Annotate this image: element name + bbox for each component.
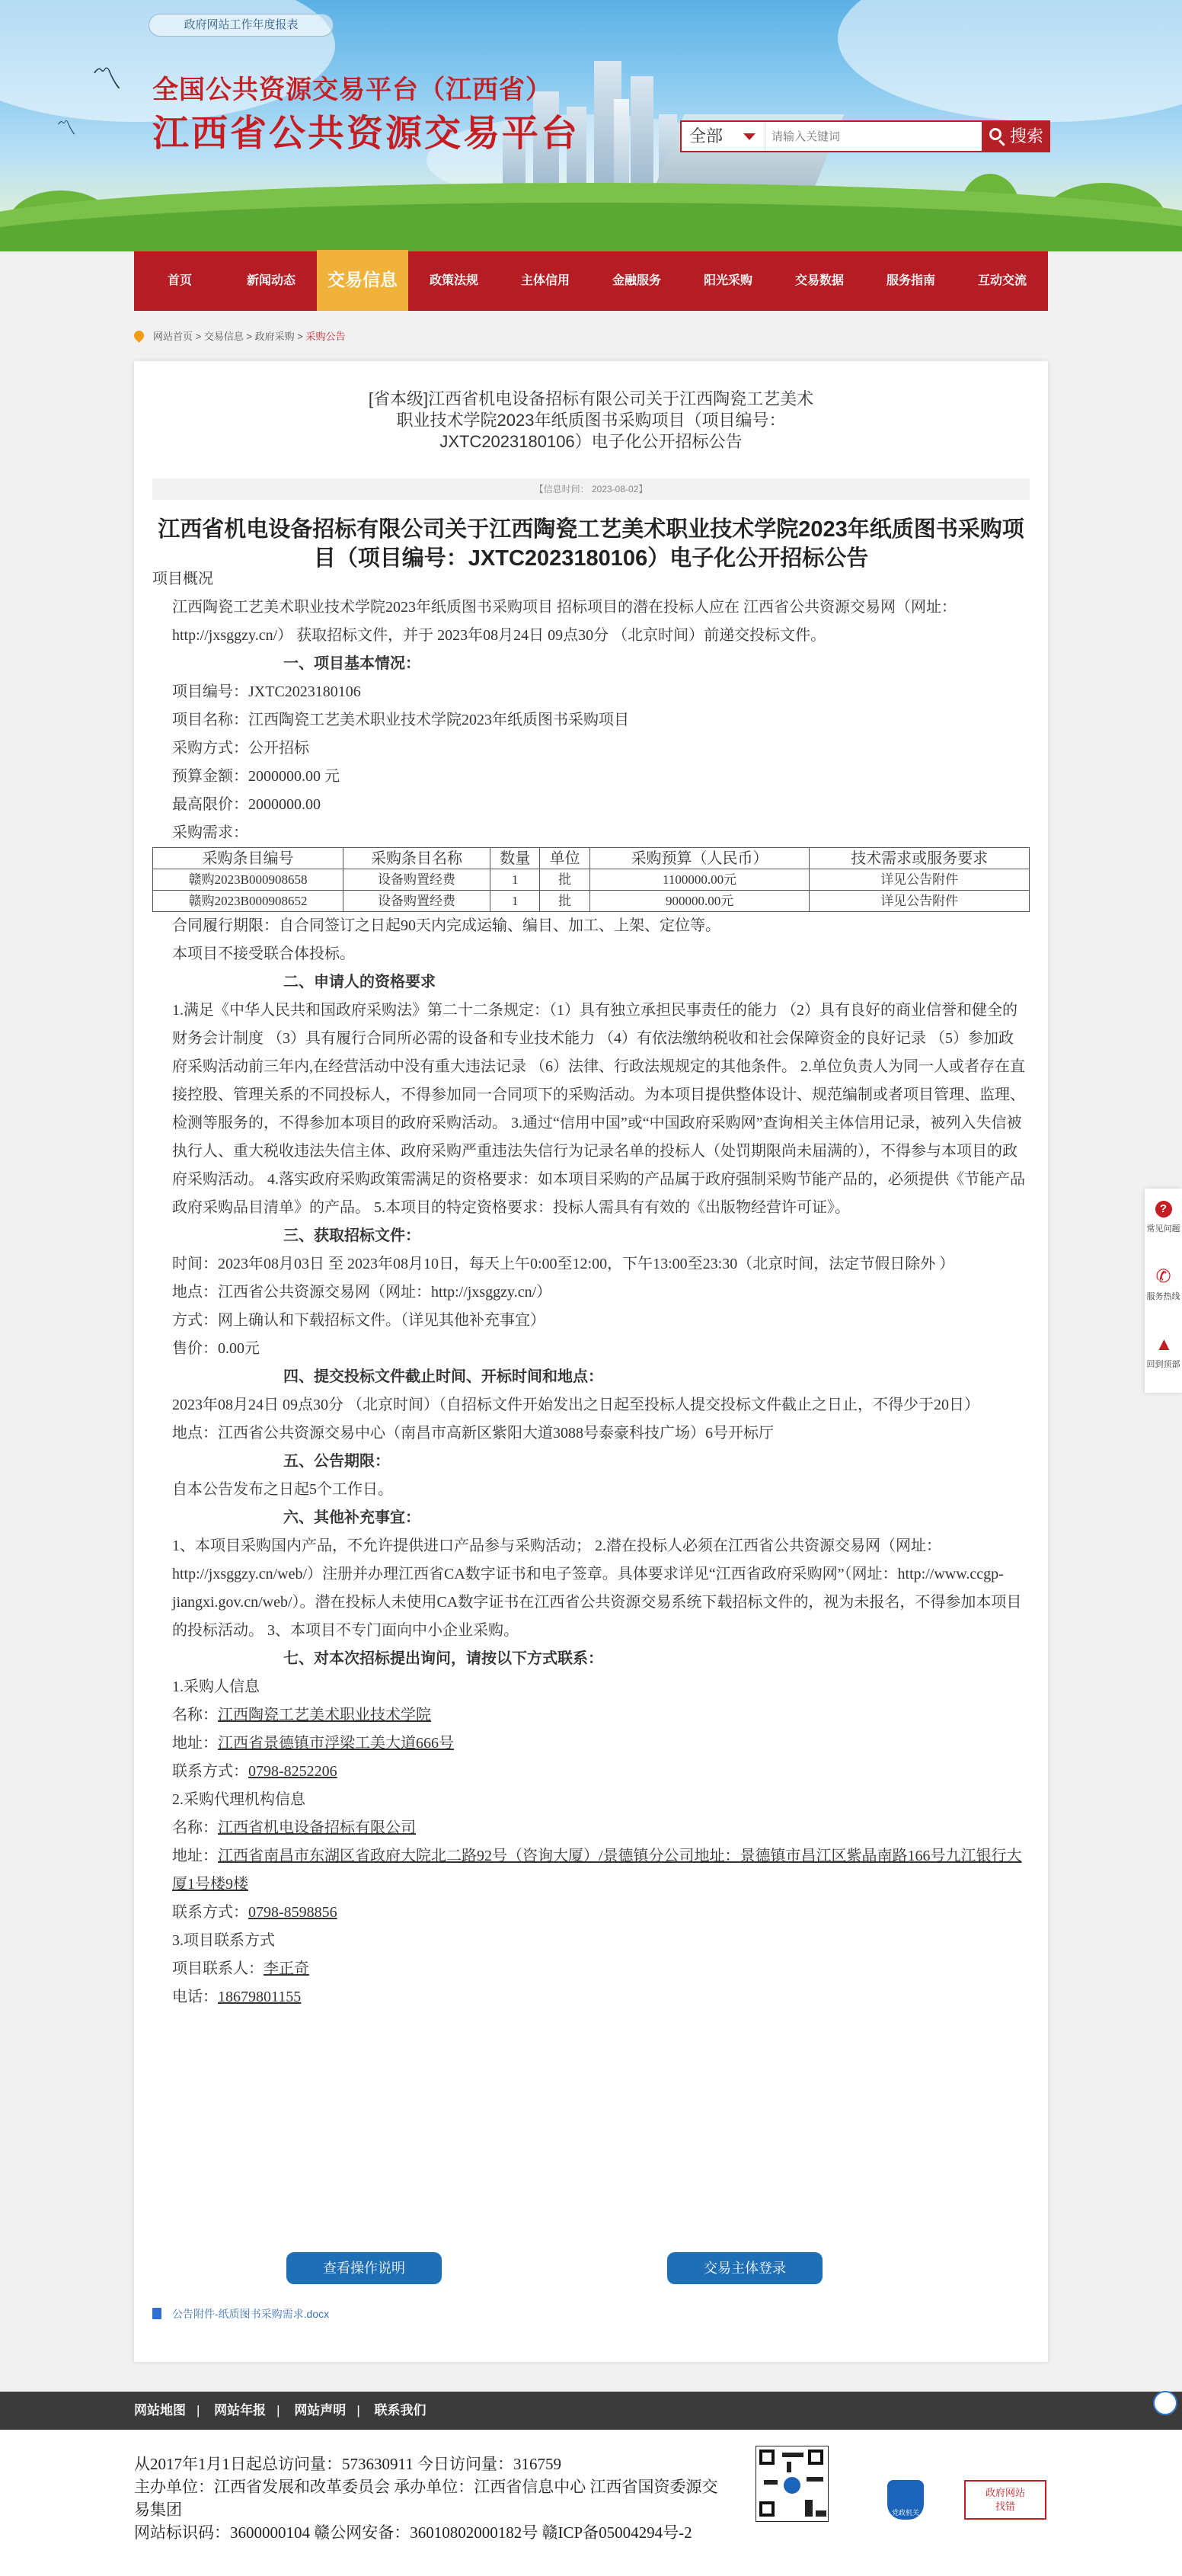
contact-key: 名称： bbox=[172, 1707, 218, 1723]
party-gov-badge[interactable] bbox=[887, 2480, 924, 2520]
annual-report-link[interactable]: 政府网站工作年度报表 bbox=[149, 14, 334, 37]
announcement-body bbox=[152, 565, 1028, 2011]
gov-site-error-badge[interactable] bbox=[964, 2480, 1046, 2520]
faq-button[interactable] bbox=[1145, 1189, 1182, 1256]
basic-info-line: 项目名称：江西陶瓷工艺美术职业技术学院2023年纸质图书采购项目 bbox=[172, 712, 629, 728]
contact-line bbox=[152, 1814, 1028, 1842]
basic-info-line: 预算金额：2000000.00 元 bbox=[172, 768, 340, 785]
badge-label: 找错 bbox=[995, 2501, 1015, 2512]
footer-link-statement[interactable]: 网站声明 bbox=[294, 2403, 347, 2418]
divider: | bbox=[356, 2403, 360, 2418]
basic-info-line: 项目编号：JXTC2023180106 bbox=[172, 683, 361, 700]
sponsor-line-cont: 易集团 bbox=[134, 2501, 182, 2519]
faq-label: 常见问题 bbox=[1146, 1224, 1180, 1234]
nav-policy[interactable]: 政策法规 bbox=[429, 274, 478, 287]
view-guide-button[interactable]: 查看操作说明 bbox=[286, 2252, 442, 2284]
table-header-row bbox=[153, 848, 1030, 869]
cloud-decoration bbox=[838, 0, 1182, 122]
hotline-button[interactable] bbox=[1145, 1256, 1182, 1324]
table-cell: 设备购置经费 bbox=[343, 869, 490, 891]
nav-service-guide[interactable]: 服务指南 bbox=[886, 274, 935, 287]
notice-period: 自本公告发布之日起5个工作日。 bbox=[172, 1481, 393, 1498]
contact-key: 地址： bbox=[172, 1848, 218, 1864]
phone-icon: ✆ bbox=[1155, 1266, 1171, 1287]
obtain-time: 时间：2023年08月03日 至 2023年08月10日，每天上午0:00至12:00，下午13:00至23:30（北京时间，法定节假日除外 ） bbox=[172, 1256, 955, 1272]
top-label: 回到顶部 bbox=[1146, 1360, 1180, 1369]
basic-info-line: 采购方式：公开招标 bbox=[172, 740, 309, 757]
qualification-text: 1.满足《中华人民共和国政府采购法》第二十二条规定：（1）具有独立承担民事责任的能力 （2）具有良好的商业信誉和健全的财务会计制度 （3）具有履行合同所必需的设备和专业技术能力 （4）有依法缴纳税收和社会保障资金的良好记录 （5）参加政府采购活动前三年内,在经营活动中没有重大违法记录 （6）法律、行政法规规定的其他条件。 2.单位负责人为同一人或者存在直接控股、管理关系的不同投标人，不得参加同一合同项下的采购活动。为本项目提供整体设计、规范编制或者项目管理、监理、检测等服务的，不得参加本项目的政府采购活动。 3.通过“信用中国”或“中国政府采购网”查询相关主体信用记录，被列入失信被执行人、重大税收违法失信主体、政府采购严重违法失信行为记录名单的投标人（处罚期限尚未届满的），不得参与本项目的政府采购活动。 4.落实政府采购政策需满足的资格要求：如本项目采购的产品属于政府强制采购节能产品的，必须提供《节能产品政府采购品目清单》的产品。 5.本项目的特定资格要求：投标人需具有有效的《出版物经营许可证》。 bbox=[172, 1002, 1025, 1216]
document-title: 江西省机电设备招标有限公司关于江西陶瓷工艺美术职业技术学院2023年纸质图书采购项目（项目编号：JXTC2023180106）电子化公开招标公告 bbox=[158, 517, 1024, 571]
contact-key: 名称： bbox=[172, 1819, 218, 1836]
back-to-top-button[interactable] bbox=[1145, 1324, 1182, 1392]
contact-key: 联系方式： bbox=[172, 1763, 248, 1780]
contact-group-label: 1.采购人信息 bbox=[172, 1678, 260, 1695]
search-box bbox=[680, 120, 1049, 152]
table-cell: 900000.00元 bbox=[589, 891, 810, 912]
contact-key: 联系方式： bbox=[172, 1904, 248, 1921]
deadline-time: 2023年08月24日 09点30分 （北京时间）（自招标文件开始发出之日起至投标人提交投标文件截止之日止，不得少于20日） bbox=[172, 1397, 979, 1413]
location-pin-icon bbox=[132, 328, 145, 342]
nav-news[interactable]: 新闻动态 bbox=[246, 274, 296, 287]
contact-line bbox=[152, 1701, 1028, 1730]
divider: | bbox=[196, 2403, 200, 2418]
project-contact-phone: 18679801155 bbox=[218, 1989, 302, 2005]
contact-line bbox=[152, 1955, 1028, 1983]
site-title: 江西省公共资源交易平台 bbox=[152, 114, 580, 154]
basic-info-line: 最高限价：2000000.00 bbox=[172, 796, 321, 813]
footer-link-annual-report[interactable]: 网站年报 bbox=[214, 2403, 267, 2418]
column-header: 采购条目名称 bbox=[343, 848, 490, 869]
contact-key: 电话： bbox=[172, 1989, 218, 2005]
basic-info-line: 采购需求： bbox=[172, 824, 248, 841]
question-icon: ? bbox=[1155, 1201, 1172, 1218]
agency-name: 江西省机电设备招标有限公司 bbox=[218, 1819, 416, 1836]
overview-label: 项目概况 bbox=[152, 571, 213, 587]
badge-label: 政府网站 bbox=[985, 2487, 1025, 2498]
table-cell: 批 bbox=[540, 869, 589, 891]
contact-line bbox=[152, 1758, 1028, 1786]
trade-login-button[interactable]: 交易主体登录 bbox=[667, 2252, 823, 2284]
section-heading: 一、项目基本情况： bbox=[283, 655, 420, 672]
purchaser-phone: 0798-8252206 bbox=[248, 1763, 337, 1780]
obtain-line: 方式：网上确认和下载招标文件。（详见其他补充事宜） bbox=[172, 1312, 545, 1329]
search-input[interactable] bbox=[771, 125, 954, 148]
page-title: [省本级]江西省机电设备招标有限公司关于江西陶瓷工艺美术职业技术学院2023年纸质图书采购项目（项目编号：JXTC2023180106）电子化公开招标公告 bbox=[368, 389, 814, 451]
nav-trade-info[interactable]: 交易信息 bbox=[317, 250, 408, 311]
attachment-link[interactable] bbox=[152, 2306, 329, 2322]
footer-link-sitemap[interactable]: 网站地图 bbox=[134, 2403, 186, 2418]
nav-finance[interactable]: 金融服务 bbox=[612, 274, 661, 287]
section-heading: 六、其他补充事宜： bbox=[283, 1509, 420, 1526]
main-nav bbox=[134, 251, 1048, 311]
section-heading: 三、获取招标文件： bbox=[283, 1227, 420, 1244]
nav-trade-data[interactable]: 交易数据 bbox=[794, 274, 844, 287]
search-icon bbox=[989, 128, 1002, 140]
contact-line bbox=[152, 1899, 1028, 1927]
nav-credit[interactable]: 主体信用 bbox=[520, 274, 570, 287]
section-heading: 二、申请人的资格要求 bbox=[283, 974, 436, 990]
search-button-label: 搜索 bbox=[1009, 126, 1043, 146]
table-cell: 详见公告附件 bbox=[810, 869, 1030, 891]
project-contact-person: 李正奇 bbox=[264, 1960, 309, 1977]
footer-link-contact[interactable]: 联系我们 bbox=[374, 2403, 426, 2418]
hotline-label: 服务热线 bbox=[1146, 1292, 1180, 1301]
table-cell: 1 bbox=[490, 891, 540, 912]
table-cell: 赣购2023B000908658 bbox=[153, 869, 343, 891]
divider: | bbox=[276, 2403, 280, 2418]
table-cell: 设备购置经费 bbox=[343, 891, 490, 912]
document-icon bbox=[152, 2308, 161, 2319]
column-header: 采购预算（人民币） bbox=[589, 848, 810, 869]
column-header: 数量 bbox=[490, 848, 540, 869]
nav-home[interactable]: 首页 bbox=[167, 274, 192, 287]
contact-key: 项目联系人： bbox=[172, 1960, 264, 1977]
badge-label: 党政机关 bbox=[891, 2509, 919, 2517]
agency-address: 江西省南昌市东湖区省政府大院北二路92号（咨询大厦）/景德镇分公司地址：景德镇市昌江区紫晶南路166号九江银行大厦1号楼9楼 bbox=[172, 1848, 1022, 1893]
footer-main bbox=[0, 2430, 1182, 2576]
site-subtitle: 全国公共资源交易平台（江西省） bbox=[152, 76, 552, 104]
site-ids: 网站标识码：3600000104 赣公网安备：36010802000182号 赣ICP备05004294号-2 bbox=[134, 2523, 692, 2542]
contact-line bbox=[152, 1730, 1028, 1758]
contact-key: 地址： bbox=[172, 1735, 218, 1752]
breadcrumb-current: 采购公告 bbox=[305, 331, 346, 342]
contact-group-label: 3.项目联系方式 bbox=[172, 1932, 275, 1949]
contact-line bbox=[152, 1842, 1028, 1899]
attachment-name: 公告附件-纸质图书采购需求.docx bbox=[172, 2308, 330, 2320]
accessibility-icon[interactable] bbox=[1153, 2391, 1177, 2415]
column-header: 采购条目编号 bbox=[153, 848, 343, 869]
section-heading: 五、公告期限： bbox=[283, 1453, 390, 1470]
purchaser-address: 江西省景德镇市浮梁工美大道666号 bbox=[218, 1735, 454, 1752]
breadcrumb bbox=[134, 326, 345, 347]
nav-sunshine-purchase[interactable]: 阳光采购 bbox=[703, 274, 752, 287]
purchaser-name: 江西陶瓷工艺美术职业技术学院 bbox=[218, 1707, 431, 1723]
section-heading: 四、提交投标文件截止时间、开标时间和地点： bbox=[283, 1368, 603, 1385]
qr-code-icon bbox=[756, 2446, 829, 2522]
contact-group-label: 2.采购代理机构信息 bbox=[172, 1791, 305, 1808]
arrow-up-icon: ▲ bbox=[1155, 1334, 1174, 1355]
table-cell: 批 bbox=[540, 891, 589, 912]
section-heading: 七、对本次招标提出询问，请按以下方式联系： bbox=[283, 1650, 603, 1667]
chevron-down-icon bbox=[743, 133, 756, 140]
column-header: 单位 bbox=[540, 848, 589, 869]
table-cell: 1 bbox=[490, 869, 540, 891]
visit-count: 从2017年1月1日起总访问量：573630911 今日访问量：316759 bbox=[134, 2455, 561, 2473]
column-header: 技术需求或服务要求 bbox=[810, 848, 1030, 869]
no-consortium: 本项目不接受联合体投标。 bbox=[172, 946, 355, 962]
info-time: 【信息时间： 2023-08-02】 bbox=[152, 478, 1030, 500]
breadcrumb-path[interactable]: 网站首页 > 交易信息 > 政府采购 > bbox=[153, 331, 306, 342]
obtain-line: 售价：0.00元 bbox=[172, 1340, 260, 1357]
agency-phone: 0798-8598856 bbox=[248, 1904, 337, 1921]
table-cell: 1100000.00元 bbox=[589, 869, 810, 891]
footer-links bbox=[134, 2392, 426, 2430]
side-toolbar bbox=[1145, 1189, 1182, 1393]
site-header bbox=[0, 0, 1182, 251]
nav-interaction[interactable]: 互动交流 bbox=[977, 274, 1027, 287]
search-category-value: 全部 bbox=[689, 126, 724, 146]
table-cell: 赣购2023B000908652 bbox=[153, 891, 343, 912]
sponsor-line: 主办单位：江西省发展和改革委员会 承办单位：江西省信息中心 江西省国资委源交 bbox=[134, 2478, 718, 2496]
content-card bbox=[134, 361, 1048, 2362]
bird-icon: 〽 bbox=[91, 62, 122, 96]
contract-period: 合同履行期限：自合同签订之日起90天内完成运输、编目、加工、上架、定位等。 bbox=[172, 917, 720, 934]
deadline-place: 地点：江西省公共资源交易中心（南昌市高新区紫阳大道3088号泰豪科技广场）6号开标厅 bbox=[172, 1425, 774, 1442]
table-cell: 详见公告附件 bbox=[810, 891, 1030, 912]
table-row bbox=[153, 869, 1030, 891]
footer-links-bar bbox=[0, 2392, 1182, 2430]
requirements-table bbox=[152, 847, 1030, 912]
table-row bbox=[153, 891, 1030, 912]
bird-icon: 〽 bbox=[56, 117, 77, 139]
obtain-line: 地点：江西省公共资源交易网（网址：http://jxsggzy.cn/） bbox=[172, 1284, 552, 1301]
contact-line bbox=[152, 1983, 1028, 2011]
search-button[interactable] bbox=[982, 120, 1050, 152]
overview-text: 江西陶瓷工艺美术职业技术学院2023年纸质图书采购项目 招标项目的潜在投标人应在 江西省公共资源交易网（网址：http://jxsggzy.cn/） 获取招标文件，并于 2023年08月24日 09点30分 （北京时间）前递交投标文件。 bbox=[172, 599, 957, 644]
supplement-text: 1、本项目采购国内产品，不允许提供进口产品参与采购活动； 2.潜在投标人必须在江西省公共资源交易网（网址：http://jxsggzy.cn/web/）注册并办理江西省CA数字证书和电子签章。具体要求详见“江西省政府采购网”（网址：http://www.ccgp-jiangxi.gov.cn/web/）。潜在投标人未使用CA数字证书在江西省公共资源交易系统下载招标文件的，视为未报名，不得参加本项目的投标活动。 3、本项目不专门面向中小企业采购。 bbox=[172, 1538, 1022, 1639]
search-category-select[interactable] bbox=[682, 122, 765, 151]
